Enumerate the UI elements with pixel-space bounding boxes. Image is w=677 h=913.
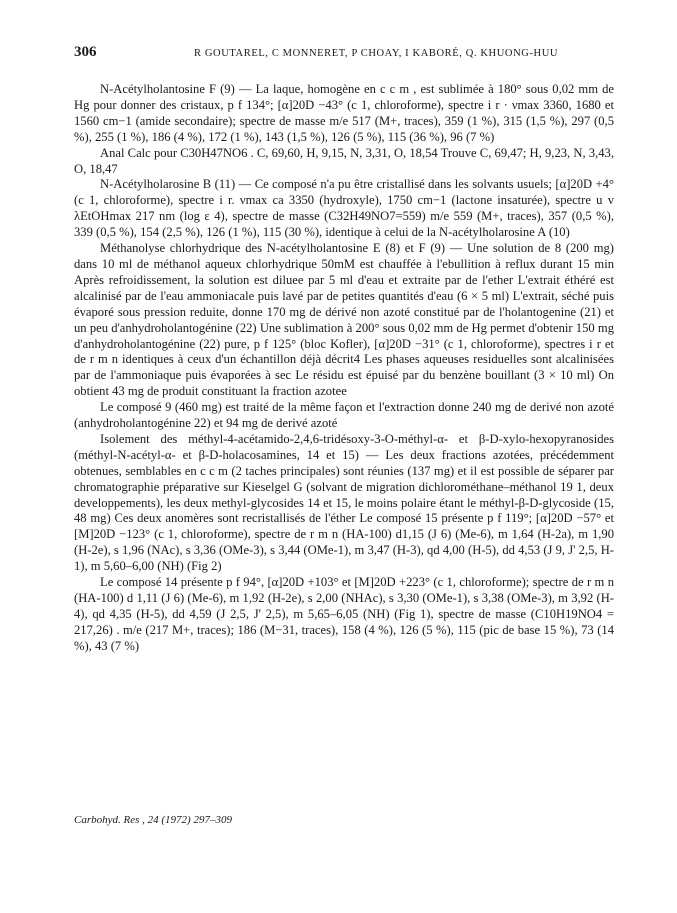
paragraph-compound-9: Le composé 9 (460 mg) est traité de la même façon et l'extraction donne 240 mg de derivé non azoté (anhydroholantogénine 22) et 94 mg de derivé azoté <box>74 400 614 431</box>
paragraph-methanolysis: Méthanolyse chlorhydrique des N-acétylholantosine E (8) et F (9) — Une solution de 8 (200 mg) dans 10 ml de méthanol aqueux chlorhydrique 50mM est chauffée à l'ebullition à reflux durant 15 min Après refroidissement, la solution est diluee par 5 ml d'eau et extraite par de l'ether L'extrait éthéré est alcalinisé par de l'eau ammoniacale puis lavé par de petites quantités d'eau (6 × 5 ml) L'extrait, séché puis évaporé sous pression reduite, donne 170 mg de dérivé non azoté constitué par de l'holantogenine (21) et un peu d'anhydroholantogénine (22) Une sublimation à 200° sous 0,02 mm de Hg permet d'obtenir 150 mg d'anhydroholantogénine (22) pure, p f 125° (bloc Kofler), [α]20D −31° (c 1, chloroforme), spectres i r et de r m n identiques à ceux d'un échantillon déjà décrit4 Les phases aqueuses residuelles sont alcalinisées par de l'ammoniaque puis évaporées à sec Le résidu est épuisé par du benzène bouillant (3 × 10 ml) On obtient 43 mg de produit constituant la fraction azotee <box>74 241 614 399</box>
paragraph-analysis: Anal Calc pour C30H47NO6 . C, 69,60, H, 9,15, N, 3,31, O, 18,54 Trouve C, 69,47; H, 9,23, N, 3,43, O, 18,47 <box>74 145 614 176</box>
article-body <box>74 82 614 655</box>
paragraph-n-acetylholarosine-b: N-Acétylholarosine B (11) — Ce composé n'a pu être cristallisé dans les solvants usuels; [α]20D +4° (c 1, chloroforme), spectre i r. νmax ca 3350 (hydroxyle), 1750 cm−1 (lactone insaturée), spectre u v λEtOHmax 217 nm (log ε 4), spectre de masse (C32H49NO7=559) m/e 559 (M+, traces), 357 (0,5 %), 339 (0,5 %), 154 (2,5 %), 126 (1 %), 115 (30 %), identique à celui de la N-acétylholarosine A (10) <box>74 177 614 240</box>
journal-footer: Carbohyd. Res , 24 (1972) 297–309 <box>74 814 232 826</box>
page-number: 306 <box>74 44 97 60</box>
paragraph-compound-14: Le composé 14 présente p f 94°, [α]20D +103° et [M]20D +223° (c 1, chloroforme); spectre de r m n (HA-100) d 1,11 (J 6) (Me-6), m 1,92 (H-2e), s 2,00 (NHAc), s 3,30 (OMe-1), s 3,38 (OMe-3), m 3,92 (H-4), qd 4,35 (H-5), dd 4,59 (J 2,5, J' 2,5), m 5,65–6,05 (NH) (Fig 1), spectre de masse (C10H19NO4 = 217,26) . m/e (217 M+, traces); 186 (M−31, traces), 158 (4 %), 126 (5 %), 115 (pic de base 15 %), 73 (14 %), 43 (7 %) <box>74 575 614 653</box>
running-head-authors: R GOUTAREL, C MONNERET, P CHOAY, I KABORÉ, Q. KHUONG-HUU <box>194 48 559 59</box>
page <box>74 44 614 655</box>
paragraph-n-acetylholantosine-f: N-Acétylholantosine F (9) — La laque, homogène en c c m , est sublimée à 180° sous 0,02 mm de Hg pour donner des cristaux, p f 134°; [α]20D −43° (c 1, chloroforme), spectre i r · νmax 3360, 1680 et 1560 cm−1 (amide secondaire); spectre de masse m/e 517 (M+, traces), 359 (1 %), 315 (1,5 %), 297 (0,5 %), 255 (1 %), 186 (4 %), 172 (1 %), 143 (1,5 %), 126 (5 %), 115 (36 %), 96 (7 %) <box>74 82 614 144</box>
paragraph-isolation: Isolement des méthyl-4-acétamido-2,4,6-tridésoxy-3-O-méthyl-α- et β-D-xylo-hexopyranosides (méthyl-N-acétyl-α- et β-D-holacosamines, 14 et 15) — Les deux fractions azotées, précédemment obtenues, semblables en c c m (2 taches principales) sont réunies (137 mg) et il est possible de séparer par chromatographie préparative sur Kieselgel G (solvant de migration dichlorométhane–méthanol 19 1, deux developpements), les deux methyl-glycosides 14 et 15, le moins polaire étant le méthyl-β-D-glycoside (15, 48 mg) Ces deux anomères sont recristallisés de l'éther Le composé 15 présente p f 119°; [α]20D −57° et [M]20D −123° (c 1, chloroforme), spectre de r m n (HA-100) d1,15 (J 6) (Me-6), m 1,64 (H-2a), m 1,90 (H-2e), s 1,96 (NAc), s 3,36 (OMe-3), s 3,44 (OMe-1), m 3,47 (H-3), qd 4,00 (H-5), dd 4,53 (J 9, J' 2,5, H-1), m 5,60–6,00 (NH) (Fig 2) <box>74 431 614 574</box>
page-header <box>74 44 614 70</box>
